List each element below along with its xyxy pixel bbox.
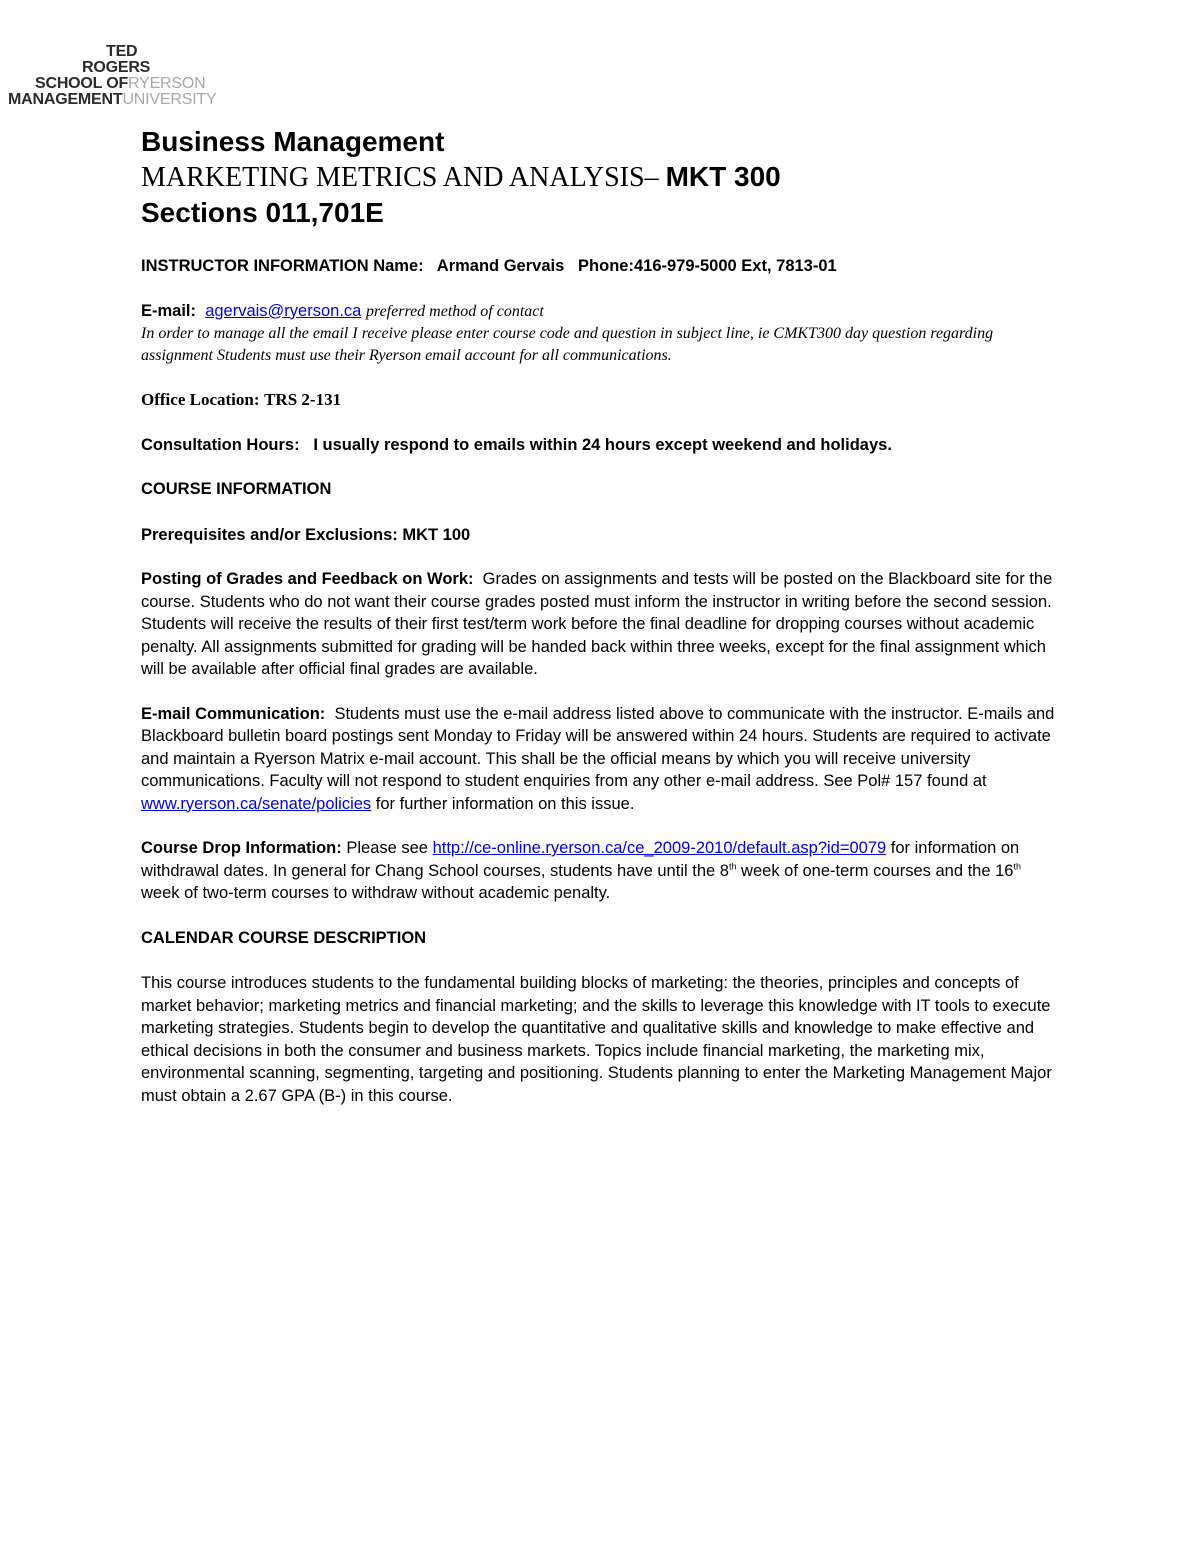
senate-policies-link[interactable]: www.ryerson.ca/senate/policies: [141, 794, 372, 813]
calendar-description: This course introduces students to the fundamental building blocks of marketing: the theories, principles and concepts of market behavior; marketing metrics and financial marketing; and the skills to leverage this knowledge with IT tools to execute marketing strategies. Students begin to develop the quantitative and qualitative skills and knowledge to make effective and ethical decisions in both the consumer and business markets. Topics include financial marketing, the marketing mix, environmental scanning, segmenting, targeting and positioning. Students planning to enter the Marketing Management Major must obtain a 2.67 GPA (B-) in this course.: [141, 974, 1052, 1105]
school-logo: [8, 44, 268, 116]
course-info-heading: COURSE INFORMATION: [141, 480, 332, 498]
email-communication-paragraph: E-mail Communication: Students must use the e-mail address listed above to communicate with the instructor. E-mails and Blackboard bulletin board postings sent Monday to Friday will be answered within 24 hours. Students are required to activate and maintain a Ryerson Matrix e-mail account. This shall be the official means by which you will receive university communications. Faculty will not respond to student enquiries from any other e-mail address. See Pol# 157 found at www.ryerson.ca/senate/policies for further information on this issue.: [141, 704, 1055, 813]
logo-line-school: SCHOOL OFRYERSON: [35, 75, 206, 92]
prerequisites: Prerequisites and/or Exclusions: MKT 100: [141, 525, 471, 544]
course-title: MARKETING METRICS AND ANALYSIS– MKT 300: [141, 161, 781, 193]
logo-line-ted: TED: [106, 43, 138, 60]
consultation-hours: Consultation Hours: I usually respond to emails within 24 hours except weekend and holidays.: [141, 435, 892, 454]
calendar-heading: CALENDAR COURSE DESCRIPTION: [141, 928, 427, 947]
course-drop-paragraph: Course Drop Information: Please see http://ce-online.ryerson.ca/ce_2009-2010/default.asp?id=0079 for information on withdrawal dates. In general for Chang School courses, students have until the 8th week of one-term courses and the 16th week of two-term courses to withdraw without academic penalty.: [141, 839, 1021, 902]
sections-title: Sections 011,701E: [141, 197, 384, 228]
office-location: Office Location: TRS 2-131: [141, 390, 342, 409]
email-line: E-mail: agervais@ryerson.ca preferred method of contact: [141, 301, 544, 320]
instructor-email-link[interactable]: agervais@ryerson.ca: [205, 301, 362, 320]
logo-line-management: MANAGEMENTUNIVERSITY: [8, 91, 217, 108]
email-instructions: In order to manage all the email I receive please enter course code and question in subject line, ie CMKT300 day question regarding assignment Students must use their Ryerson email account for all communications.: [141, 325, 994, 364]
instructor-line: INSTRUCTOR INFORMATION Name: Armand Gervais Phone:416-979-5000 Ext, 7813-01: [141, 257, 837, 275]
syllabus-page: [141, 124, 1061, 1107]
program-title: Business Management: [141, 126, 445, 157]
logo-line-rogers: ROGERS: [82, 59, 151, 76]
withdrawal-dates-link[interactable]: http://ce-online.ryerson.ca/ce_2009-2010/default.asp?id=0079: [432, 839, 887, 857]
grades-paragraph: Posting of Grades and Feedback on Work: Grades on assignments and tests will be posted on the Blackboard site for the course. Students who do not want their course grades posted must inform the instructor in writing before the second session. Students will receive the results of their first test/term work before the final deadline for dropping courses without academic penalty. All assignments submitted for grading will be handed back within three weeks, except for the final assignment which will be available after official final grades are available.: [141, 570, 1053, 678]
